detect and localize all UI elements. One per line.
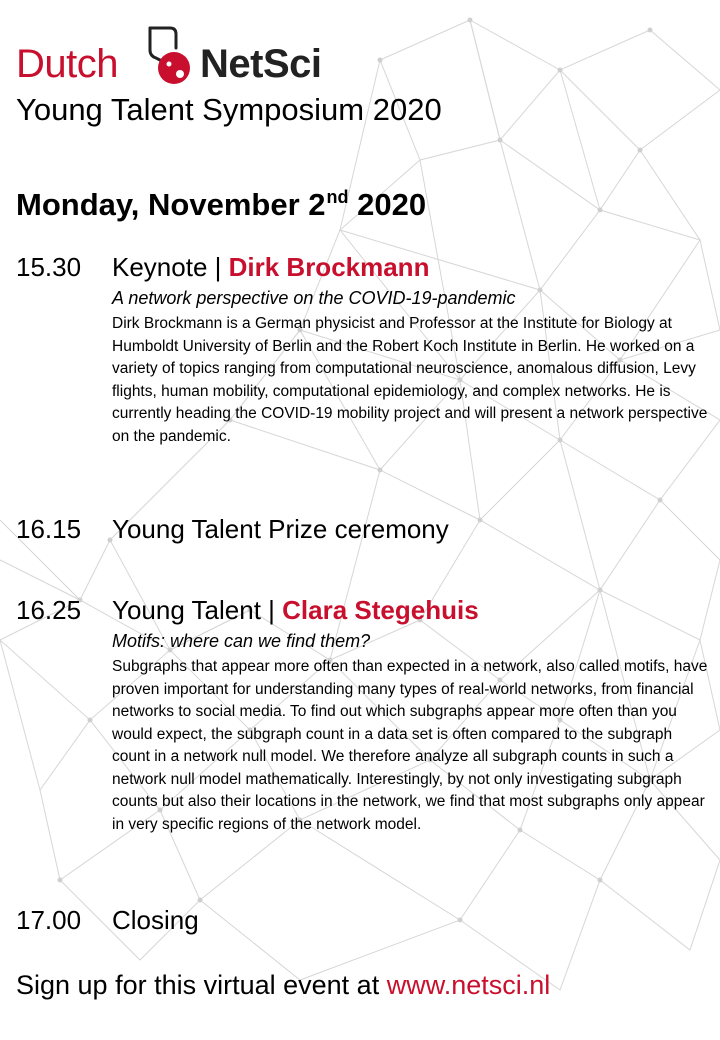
netsci-mark-icon (140, 24, 204, 90)
date-ordinal: nd (326, 187, 349, 207)
logo-dutch-text: Dutch (16, 42, 118, 86)
talk-description: Dirk Brockmann is a German physicist and Professor at the Institute for Biology at Humboldt University of Berlin and the Robert Koch Institute in Berlin. He worked on a variety of topics ranging from computational neuroscience, anomalous diffusion, Levy flights, human mobility, computational epidemiology, and complex networks. He is currently heading the COVID-19 mobility project and will present a network perspective on the pandemic. (112, 315, 708, 445)
schedule-slot-title: Closing (112, 905, 199, 935)
speaker-name: Dirk Brockmann (228, 252, 430, 282)
talk-description: Subgraphs that appear more often than expected in a network, also called motifs, have proven important for understanding many types of real-world networks, from financial networks to social media. To find out which subgraphs appear more often than you would expect, the subgraph count in a data set is often compared to the subgraph count in a network null model. We therefore analyze all subgraph counts in such a network null model mathematically. Interestingly, by not only investigating subgraph counts but also their locations in the network, we find that most subgraphs only appear in very specific regions of the network model. (112, 658, 708, 833)
date-main: Monday, November 2 (16, 187, 326, 222)
slot-label: Keynote | (112, 252, 229, 282)
signup-text: Sign up for this virtual event at (16, 970, 387, 1000)
schedule-time: 16.15 (16, 514, 82, 544)
schedule-time: 16.25 (16, 595, 82, 625)
schedule-time: 17.00 (16, 905, 82, 935)
schedule-slot-title (112, 595, 479, 626)
speaker-name: Clara Stegehuis (282, 595, 479, 625)
talk-title: Motifs: where can we find them? (112, 631, 371, 651)
talk-title: A network perspective on the COVID-19-pandemic (112, 288, 516, 308)
logo-netsci-text: NetSci (200, 42, 322, 86)
symposium-title: Young Talent Symposium 2020 (16, 92, 442, 127)
event-date (16, 187, 426, 223)
date-year: 2020 (348, 187, 427, 222)
schedule-slot-title (112, 252, 429, 283)
schedule-time: 15.30 (16, 252, 82, 282)
dutchnetsci-logo (14, 24, 344, 90)
slot-label: Young Talent | (112, 595, 283, 625)
signup-footer (16, 970, 550, 1001)
schedule-slot-title: Young Talent Prize ceremony (112, 514, 449, 544)
website-link[interactable]: www.netsci.nl (386, 970, 551, 1000)
